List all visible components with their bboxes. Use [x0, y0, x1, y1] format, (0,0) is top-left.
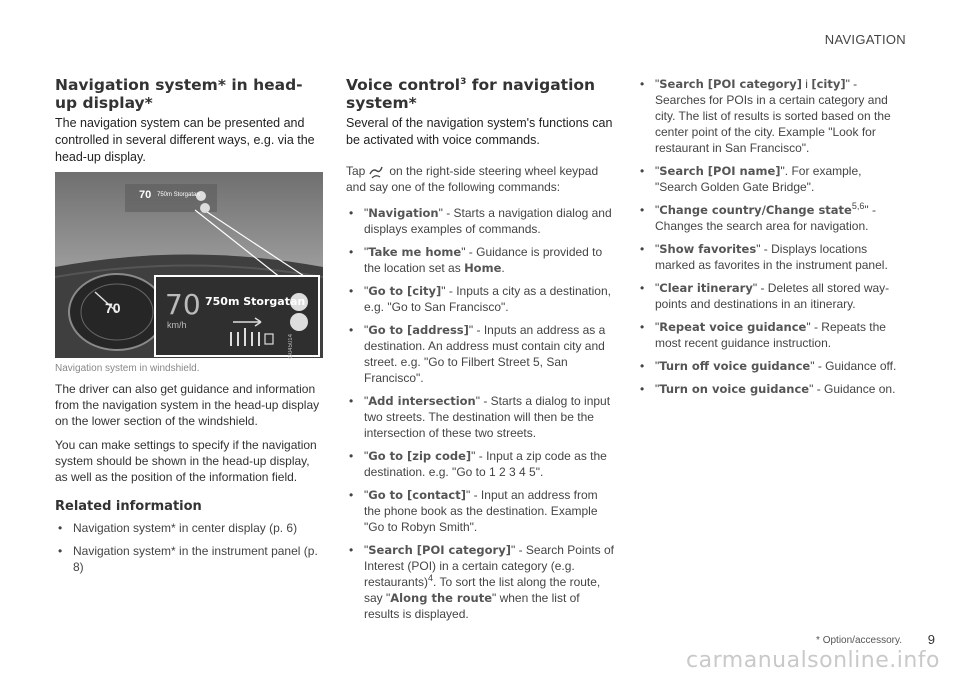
windshield-illustration — [55, 172, 323, 358]
command-name: Turn off voice guidance — [659, 359, 811, 373]
related-link[interactable]: • Navigation system* in the instrument panel (p. 8) — [58, 544, 318, 574]
command-name: Navigation — [368, 206, 439, 220]
command-name: Clear itinerary — [659, 281, 753, 295]
voice-command-list-continued — [637, 76, 907, 397]
right-column — [637, 76, 907, 404]
command-desc: . — [501, 261, 505, 275]
command-desc: - Guidance off. — [814, 359, 897, 373]
tap-instruction — [346, 163, 614, 195]
command-item: • "Go to [contact]" - Input an address from the phone book as the destination. Example "Go to Robyn Smith". — [349, 488, 598, 534]
command-desc: - Displays locations marked as favorites in the instrument panel. — [655, 242, 888, 272]
command-item: • "Take me home" - Guidance is provided to the location set as Home. — [349, 245, 603, 275]
command-item: • "Change country/Change state$^{5,6}$" - Changes the search area for navigation. — [640, 201, 876, 233]
command-name: [city] — [811, 77, 846, 91]
command-desc: - Searches for POIs in a certain category and city. The list of results is sorted based on the center point of the city. Example "Look for restaurant in San Francisco". — [655, 77, 891, 155]
left-body — [55, 381, 323, 582]
command-item: • "Go to [city]" - Inputs a city as a destination, e.g. "Go to San Francisco". — [349, 284, 611, 314]
command-item: • "Go to [zip code]" - Input a zip code as the destination. e.g. "Go to 1 2 3 4 5". — [349, 449, 607, 479]
figure-code: G045014 — [288, 334, 294, 359]
title-part: Voice control — [346, 76, 461, 94]
command-name: Search [POI category] — [659, 77, 802, 91]
command-desc: - Search Points of Interest (POI) in a certain category (e.g. restaurants) — [364, 543, 614, 589]
page-number: 9 — [927, 632, 935, 647]
tap-text: Tap — [346, 164, 366, 178]
command-name: Change country/Change state — [659, 203, 852, 217]
command-name: Turn on voice guidance — [659, 382, 810, 396]
command-name: Search [POI category] — [368, 543, 511, 557]
figure-caption: Navigation system in windshield. — [55, 363, 200, 374]
command-desc: - Starts a dialog to input two streets. The destination will then be the intersection of these two streets. — [364, 394, 611, 440]
hud-intro: The navigation system can be presented and controlled in several different ways, e.g. via the head-up display. — [55, 116, 315, 164]
command-item: • "Navigation" - Starts a navigation dialog and displays examples of commands. — [349, 206, 612, 236]
command-name: Show favorites — [659, 242, 757, 256]
command-desc: i — [801, 77, 812, 91]
related-heading: Related information — [55, 499, 202, 514]
command-desc: - Inputs a city as a destination, e.g. "Go to San Francisco". — [364, 284, 611, 314]
command-bold: Home — [464, 261, 502, 275]
hud-paragraph-1: The driver can also get guidance and information from the navigation system in the head-up display on the lower section of the windshield. — [55, 382, 320, 428]
command-desc: " when the list of results is displayed. — [364, 591, 580, 621]
left-column — [55, 76, 323, 166]
related-link[interactable]: • Navigation system* in center display (p. 6) — [58, 521, 298, 535]
footnote-ref: 4 — [428, 573, 434, 583]
command-name: Go to [contact] — [368, 488, 466, 502]
command-name: Go to [address] — [368, 323, 469, 337]
command-desc: . To sort the list along the route, say " — [364, 575, 601, 605]
command-item: • "Clear itinerary" - Deletes all stored way-points and destinations in an itinerary. — [640, 281, 890, 311]
hud-small-distance: 750m Storgatan — [157, 192, 200, 198]
hud-figure — [55, 172, 323, 358]
command-name: Repeat voice guidance — [659, 320, 807, 334]
command-name: Go to [zip code] — [368, 449, 472, 463]
tap-text: on the right-side steering wheel keypad and say one of the following commands: — [346, 164, 599, 194]
middle-column — [346, 76, 614, 629]
hud-distance: 750m Storgatan — [205, 295, 306, 308]
footnote-ref: 3 — [460, 76, 467, 87]
command-item: • "Show favorites" - Displays locations marked as favorites in the instrument panel. — [640, 242, 888, 272]
command-item: • "Add intersection" - Starts a dialog to input two streets. The destination will then be the intersection of these two streets. — [349, 394, 611, 440]
command-desc: - Changes the search area for navigation. — [655, 203, 876, 233]
hud-paragraph-2: You can make settings to specify if the navigation system should be shown in the head-up display, as well as the position of the information field. — [55, 438, 317, 484]
command-item: • "Go to [address]" - Inputs an address as a destination. An address must contain city and street. e.g. "Go to Filbert Street 5, San Francisco". — [349, 323, 606, 385]
gauge-speed: 70 — [105, 300, 121, 316]
command-name: Go to [city] — [368, 284, 442, 298]
voice-control-icon — [368, 165, 386, 179]
command-desc: - Input a zip code as the destination. e.g. "Go to 1 2 3 4 5". — [364, 449, 607, 479]
command-item: • "Search [POI name]". For example, "Search Golden Gate Bridge". — [640, 164, 862, 194]
watermark: carmanualsonline.info — [686, 648, 940, 673]
command-name: Add intersection — [368, 394, 476, 408]
footnote-option: * Option/accessory. — [816, 635, 902, 646]
related-link-text[interactable]: Navigation system* in center display (p. 6) — [73, 521, 298, 535]
command-item: • "Turn off voice guidance" - Guidance off. — [640, 359, 897, 373]
command-desc: - Repeats the most recent guidance instruction. — [655, 320, 886, 350]
section-header: NAVIGATION — [824, 32, 906, 47]
voice-intro: Several of the navigation system's functions can be activated with voice commands. — [346, 116, 613, 147]
command-name: Search [POI name] — [659, 164, 781, 178]
command-item: • "Search [POI category] i [city]" - Searches for POIs in a certain category and city. The list of results is sorted based on the center point of the city. Example "Look for restaurant in San Francisco". — [640, 77, 891, 155]
related-list — [55, 520, 323, 575]
command-name: Take me home — [368, 245, 462, 259]
footnote-ref: 5,6 — [851, 201, 865, 211]
voice-command-list — [346, 205, 614, 622]
hud-section-title: Navigation system* in head-up display* — [55, 76, 303, 112]
command-desc: - Guidance is provided to the location set as — [364, 245, 603, 275]
command-bold: Along the route — [390, 591, 492, 605]
command-item: • "Search [POI category]" - Search Points of Interest (POI) in a certain category (e.g. restaurants)$^4$. To sort the list along the route, say "Along the route" when the list of results is displayed. — [349, 543, 614, 621]
command-item: • "Turn on voice guidance" - Guidance on. — [640, 382, 896, 396]
command-item: • "Repeat voice guidance" - Repeats the most recent guidance instruction. — [640, 320, 886, 350]
hud-speed: 70 — [165, 288, 201, 321]
hud-unit: km/h — [167, 320, 187, 330]
title-part: for navigation system* — [346, 76, 596, 112]
command-desc: . For example, "Search Golden Gate Bridge". — [655, 164, 862, 194]
command-desc: - Guidance on. — [813, 382, 896, 396]
command-desc: - Deletes all stored way-points and destinations in an itinerary. — [655, 281, 890, 311]
command-desc: - Starts a navigation dialog and displays examples of commands. — [364, 206, 612, 236]
command-desc: - Inputs an address as a destination. An address must contain city and street. e.g. "Go to Filbert Street 5, San Francisco". — [364, 323, 606, 385]
hud-small-speed: 70 — [139, 189, 152, 201]
command-desc: - Input an address from the phone book as the destination. Example "Go to Robyn Smith". — [364, 488, 598, 534]
related-link-text[interactable]: Navigation system* in the instrument panel (p. 8) — [73, 544, 318, 574]
voice-section-title — [346, 76, 614, 112]
